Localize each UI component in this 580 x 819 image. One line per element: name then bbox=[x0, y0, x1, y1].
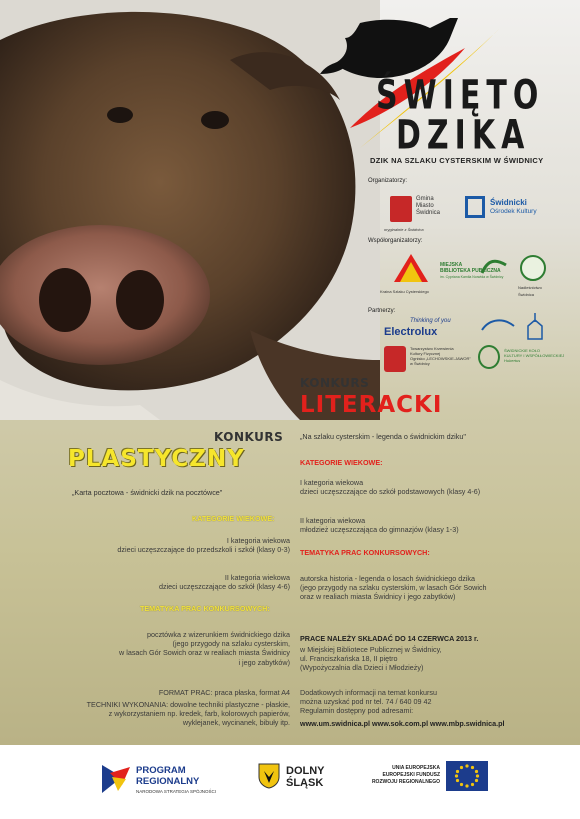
brand-subtitle: DZIK NA SZLAKU CYSTERSKIM W ŚWIDNICY bbox=[370, 156, 544, 165]
gmina-logo-text: Gmina Miasto Świdnica bbox=[416, 196, 441, 216]
dolny-slask-crest-icon bbox=[258, 763, 280, 789]
literacki-title: LITERACKI bbox=[300, 392, 443, 418]
gmina-tagline: oryginalnie z Świdnica bbox=[384, 227, 424, 232]
electrolux-logo: Electrolux bbox=[384, 326, 438, 338]
biblioteka-logo-text: MIEJSKA BIBLIOTEKA PUBLICZNA im. Cypriana Kamila Norwida w Świdnicy bbox=[440, 262, 504, 279]
osrodek-logo-text: Świdnicki Ośrodek Kultury bbox=[490, 198, 537, 215]
plastyczny-quote: „Karta pocztowa - świdnicki dzik na pocztówce" bbox=[72, 488, 223, 497]
organizers-label: Organizatorzy: bbox=[368, 178, 408, 184]
program-regionalny-sub: NARODOWA STRATEGIA SPÓJNOŚCI bbox=[136, 789, 217, 794]
plastyczny-categories-heading: KATEGORIE WIEKOWE: bbox=[192, 514, 275, 523]
literacki-category-2: II kategoria wiekowa młodzież uczęszczająca do gimnazjów (klasy 1-3) bbox=[300, 516, 459, 535]
towarzystwo-text: Towarzystwo Krzewienia Kultury Fizycznej Ognisko „LECHOWSKIE-JAWOR" w Świdnicy bbox=[410, 346, 471, 366]
gmina-crest-icon bbox=[390, 196, 412, 222]
plastyczny-title: PLASTYCZNY bbox=[68, 446, 245, 472]
partners-label: Partnerzy: bbox=[368, 308, 396, 314]
plastyczny-category-1: I kategoria wiekowa dzieci uczęszczające do przedszkoli i szkół (klasy 0-3) bbox=[117, 536, 290, 555]
nadlesnictwo-text: Nadleśnictwo Świdnica bbox=[518, 285, 542, 297]
coorganizers-label: Współorganizatorzy: bbox=[368, 238, 423, 244]
dolny-slask-text: DOLNY ŚLĄSK bbox=[286, 765, 325, 789]
kraina-logo-icon bbox=[392, 252, 430, 286]
literacki-categories-heading: KATEGORIE WIEKOWE: bbox=[300, 458, 383, 467]
kolo-logo-icon bbox=[480, 312, 516, 334]
literacki-quote: „Na szlaku cysterskim - legenda o świdnickim dziku" bbox=[300, 432, 466, 441]
literacki-theme-heading: TEMATYKA PRAC KONKURSOWYCH: bbox=[300, 548, 430, 557]
plastyczny-theme-text: pocztówka z wizerunkiem świdnickiego dzika (jego przygody na szlaku cysterskim, w lasach Gór Sowich oraz w realiach miasta Świdnicy i jego zabytków) bbox=[119, 630, 290, 667]
kraina-text: Kraina Szlaku Cysterskiego bbox=[380, 289, 429, 294]
hubertus-text: ŚWIDNICKIE KOŁO KULTURY I WSPÓŁŁOWIECKIEJ Hubertus bbox=[504, 348, 565, 363]
title-line1: ŚWIĘTO bbox=[376, 71, 545, 120]
biblioteka-wave-icon bbox=[480, 255, 508, 277]
footer-strip bbox=[0, 745, 580, 819]
literacki-theme-text: autorska historia - legenda o losach świdnickiego dzika (jego przygody na szlaku cysterskim, w lasach Gór Sowich oraz w realiach miasta Świdnicy i jego zabytków) bbox=[300, 574, 487, 602]
plastyczny-category-2: II kategoria wiekowa dzieci uczęszczające do szkół (klasy 4-6) bbox=[158, 573, 290, 592]
towarzystwo-logo-icon bbox=[384, 346, 406, 372]
literacki-konkurs-label: KONKURS bbox=[300, 376, 370, 390]
thinking-text: Thinking of you bbox=[410, 318, 451, 324]
church-icon bbox=[520, 312, 550, 340]
program-regionalny-icon bbox=[100, 763, 132, 795]
ue-text: UNIA EUROPEJSKA EUROPEJSKI FUNDUSZ ROZWOJU REGIONALNEGO bbox=[371, 765, 440, 785]
hubertus-logo-icon bbox=[478, 345, 500, 369]
osrodek-logo-icon bbox=[465, 196, 485, 218]
literacki-place: w Miejskiej Bibliotece Publicznej w Świdnicy, ul. Franciszkańska 18, II piętro (Wypożyczalnia dla Dzieci i Młodzieży) bbox=[300, 645, 442, 673]
literacki-info: Dodatkowych informacji na temat konkursu można uzyskać pod nr tel. 74 / 640 09 42 Regulamin dostępny pod adresami: bbox=[300, 688, 438, 716]
title-line2: DZIKA bbox=[396, 111, 531, 160]
plastyczny-format: FORMAT PRAC: praca płaska, format A4 bbox=[158, 688, 290, 697]
eu-flag-icon bbox=[446, 761, 488, 791]
plastyczny-technique: TECHNIKI WYKONANIA: dowolne techniki plastyczne - płaskie, z wykorzystaniem np. kredek, farb, kolorowych papierów, wyklejanek, wycinanek, bibuły itp. bbox=[86, 700, 290, 728]
literacki-deadline: PRACE NALEŻY SKŁADAĆ DO 14 CZERWCA 2013 r. bbox=[300, 634, 479, 643]
plastyczny-konkurs-label: KONKURS bbox=[214, 430, 284, 444]
literacki-urls[interactable]: www.um.swidnica.pl www.sok.com.pl www.mbp.swidnica.pl bbox=[300, 719, 505, 728]
program-regionalny-text: PROGRAM REGIONALNY bbox=[136, 765, 200, 787]
nadlesnictwo-logo-icon bbox=[520, 255, 546, 281]
literacki-category-1: I kategoria wiekowa dzieci uczęszczające do szkół podstawowych (klasy 4-6) bbox=[300, 478, 481, 497]
plastyczny-theme-heading: TEMATYKA PRAC KONKURSOWYCH: bbox=[140, 604, 270, 613]
